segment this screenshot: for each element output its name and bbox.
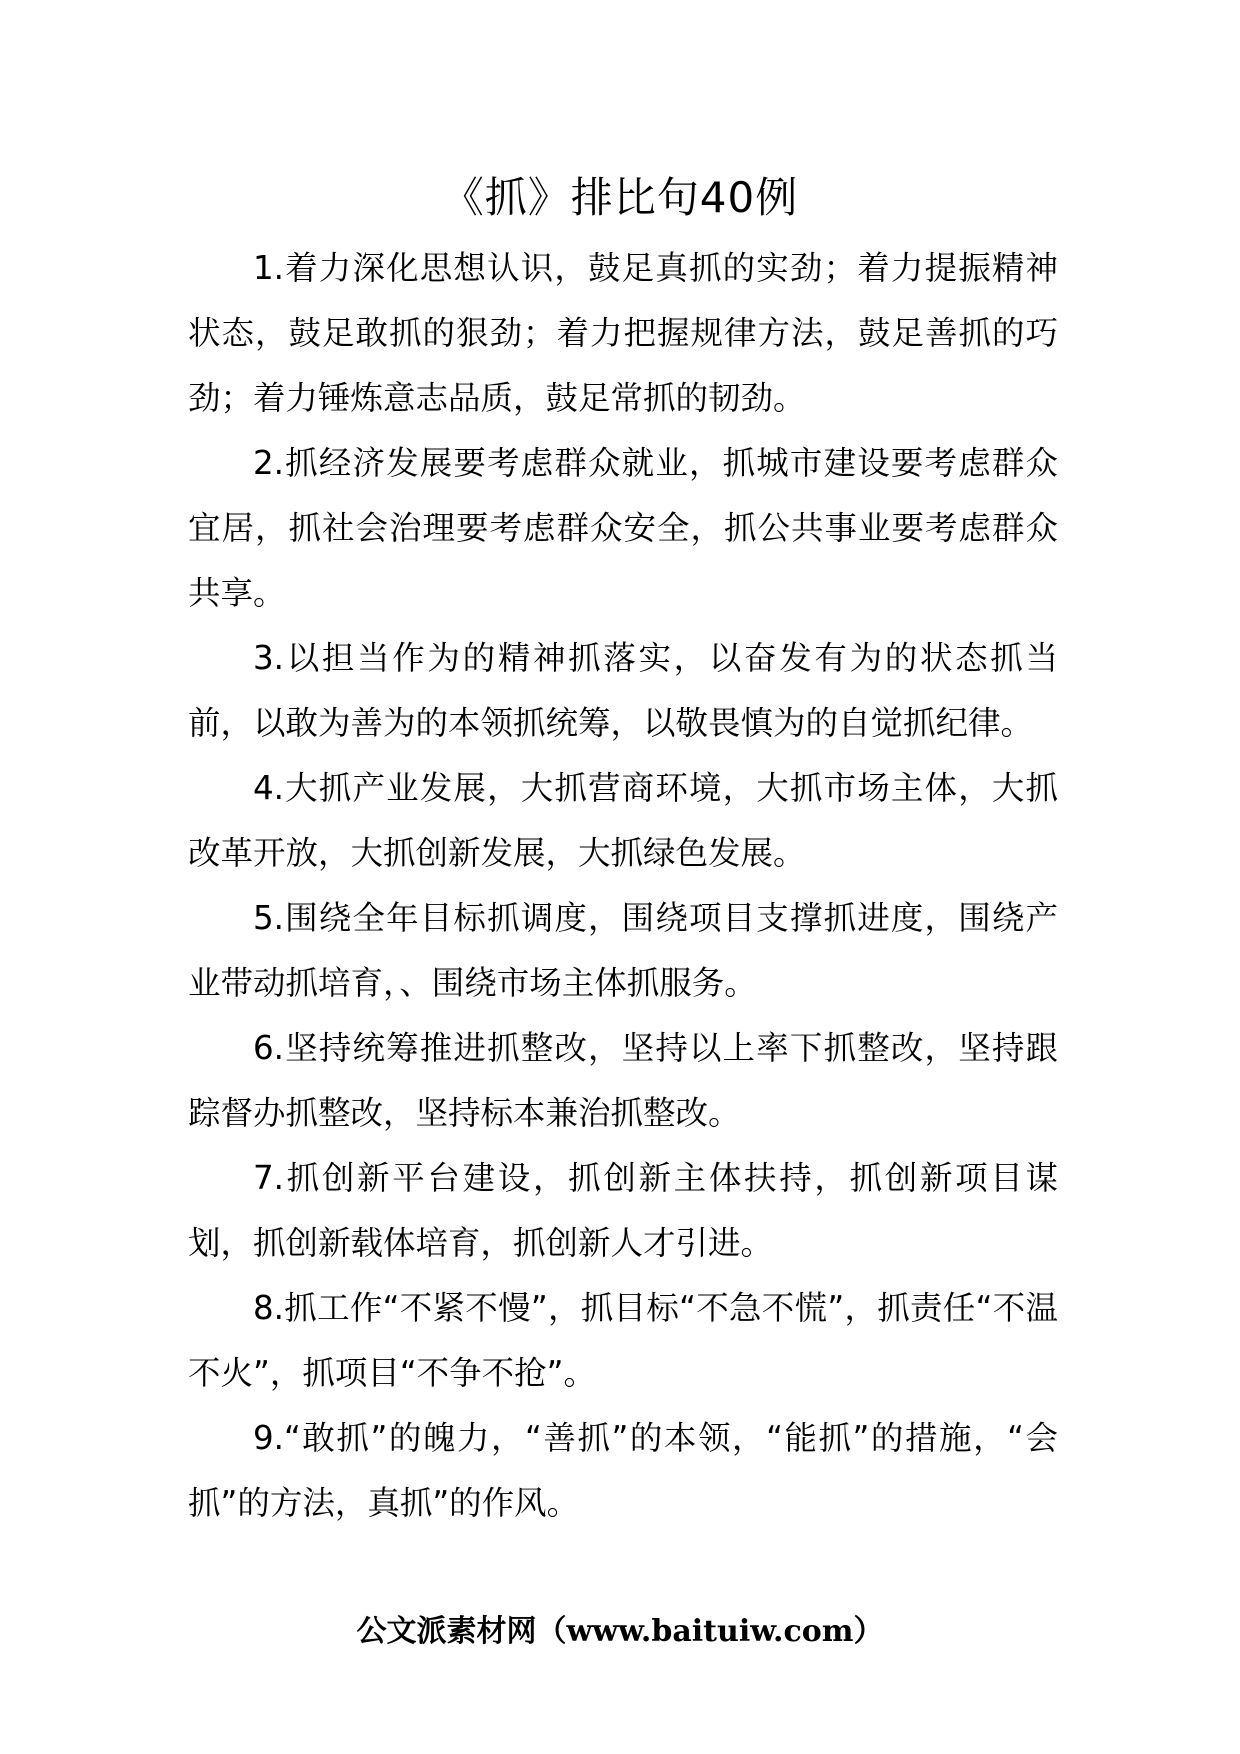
paragraph-4: 4.大抓产业发展，大抓营商环境，大抓市场主体，大抓改革开放，大抓创新发展，大抓绿色发展。	[188, 769, 1058, 872]
document-title: 《抓》排比句40例	[441, 173, 799, 222]
paragraph-2: 2.抓经济发展要考虑群众就业，抓城市建设要考虑群众宜居，抓社会治理要考虑群众安全，抓公共事业要考虑群众共享。	[188, 444, 1058, 612]
footer-source: 公文派素材网（www.baituiw.com）	[356, 1614, 884, 1649]
paragraph-5: 5.围绕全年目标抓调度，围绕项目支撑抓进度，围绕产业带动抓培育，、围绕市场主体抓服务。	[188, 899, 1058, 1002]
paragraph-6: 6.坚持统筹推进抓整改，坚持以上率下抓整改，坚持跟踪督办抓整改，坚持标本兼治抓整改。	[188, 1029, 1058, 1132]
paragraph-7: 7.抓创新平台建设，抓创新主体扶持，抓创新项目谋划，抓创新载体培育，抓创新人才引进。	[188, 1159, 1058, 1262]
document-body	[188, 236, 1058, 1536]
paragraph-1: 1.着力深化思想认识，鼓足真抓的实劲；着力提振精神状态，鼓足敢抓的狠劲；着力把握规律方法，鼓足善抓的巧劲；着力锤炼意志品质，鼓足常抓的韧劲。	[188, 249, 1058, 417]
paragraph-8: 8.抓工作“不紧不慢”，抓目标“不急不慌”，抓责任“不温不火”，抓项目“不争不抢”。	[188, 1289, 1058, 1392]
paragraph-3: 3.以担当作为的精神抓落实，以奋发有为的状态抓当前，以敢为善为的本领抓统筹，以敬畏慎为的自觉抓纪律。	[188, 639, 1058, 742]
paragraph-9: 9.“敢抓”的魄力，“善抓”的本领，“能抓”的措施，“会抓”的方法，真抓”的作风。	[188, 1419, 1058, 1522]
